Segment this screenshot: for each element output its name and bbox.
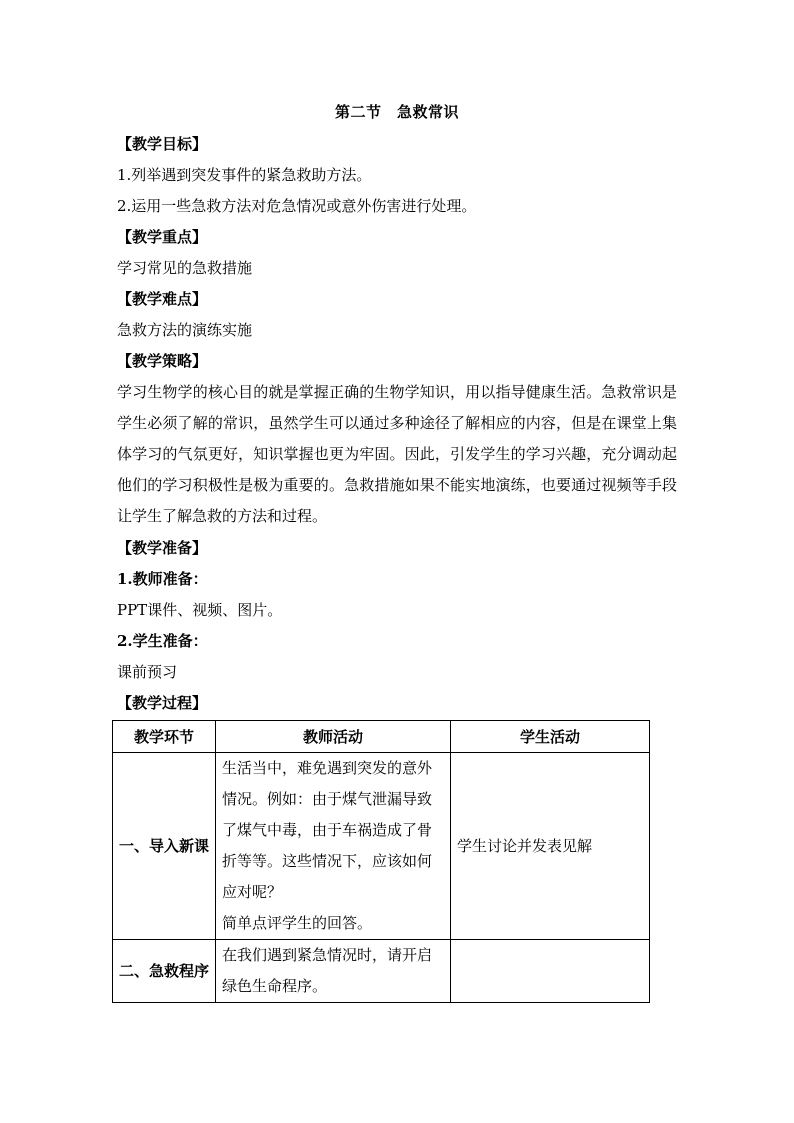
- table-row: [113, 753, 650, 940]
- stage-cell: 二、急救程序: [113, 940, 216, 1003]
- teacher-activity-line: 应对呢？: [222, 883, 283, 901]
- difficulties-text: 急救方法的演练实施: [117, 321, 253, 339]
- teacher-preparation-text: PPT课件、视频、图片。: [117, 601, 283, 619]
- column-header-stage: 教学环节: [113, 721, 216, 753]
- student-activity-cell: 学生讨论并发表见解: [451, 753, 650, 940]
- teaching-process-table: [112, 720, 650, 1003]
- column-header-teacher: 教师活动: [216, 721, 451, 753]
- page-title: 第二节 急救常识: [334, 103, 459, 121]
- key-points-text: 学习常见的急救措施: [117, 259, 253, 277]
- column-header-student: 学生活动: [451, 721, 650, 753]
- teacher-activity-line: 了煤气中毒，由于车祸造成了骨: [222, 821, 433, 839]
- teacher-activity-line: 在我们遇到紧急情况时，请开启: [222, 946, 433, 964]
- objective-item: 1.列举遇到突发事件的紧急救助方法。: [117, 166, 372, 184]
- student-activity-cell: [451, 940, 650, 1003]
- teacher-activity-line: 折等等。这些情况下，应该如何: [222, 852, 433, 870]
- teacher-activity-cell: [216, 753, 451, 940]
- teacher-activity-line: 生活当中，难免遇到突发的意外: [222, 759, 433, 777]
- difficulties-heading: 【教学难点】: [117, 290, 208, 308]
- process-heading: 【教学过程】: [117, 694, 208, 712]
- stage-cell: 一、导入新课: [113, 753, 216, 940]
- key-points-heading: 【教学重点】: [117, 228, 208, 246]
- strategy-heading: 【教学策略】: [117, 352, 208, 370]
- preparation-heading: 【教学准备】: [117, 539, 208, 557]
- student-preparation-label: 2.学生准备：: [117, 632, 208, 650]
- teacher-preparation-label: 1.教师准备：: [117, 570, 208, 588]
- teacher-activity-line: 绿色生命程序。: [222, 977, 328, 995]
- teacher-activity-line: 情况。例如：由于煤气泄漏导致: [222, 790, 433, 808]
- strategy-paragraph: 学习生物学的核心目的就是掌握正确的生物学知识，用以指导健康生活。急救常识是学生必须了解的常识，虽然学生可以通过多种途径了解相应的内容，但是在课堂上集体学习的气氛更好，知识掌握也更为牢固。因此，引发学生的学习兴趣，充分调动起他们的学习积极性是极为重要的。急救措施如果不能实地演练，也要通过视频等手段让学生了解急救的方法和过程。: [117, 383, 677, 525]
- table-header-row: [113, 721, 650, 753]
- objectives-heading: 【教学目标】: [117, 135, 208, 153]
- objective-item: 2.运用一些急救方法对危急情况或意外伤害进行处理。: [117, 197, 477, 215]
- student-preparation-text: 课前预习: [117, 663, 178, 681]
- teacher-activity-line: 简单点评学生的回答。: [222, 914, 373, 932]
- teacher-activity-cell: [216, 940, 451, 1003]
- table-row: [113, 940, 650, 1003]
